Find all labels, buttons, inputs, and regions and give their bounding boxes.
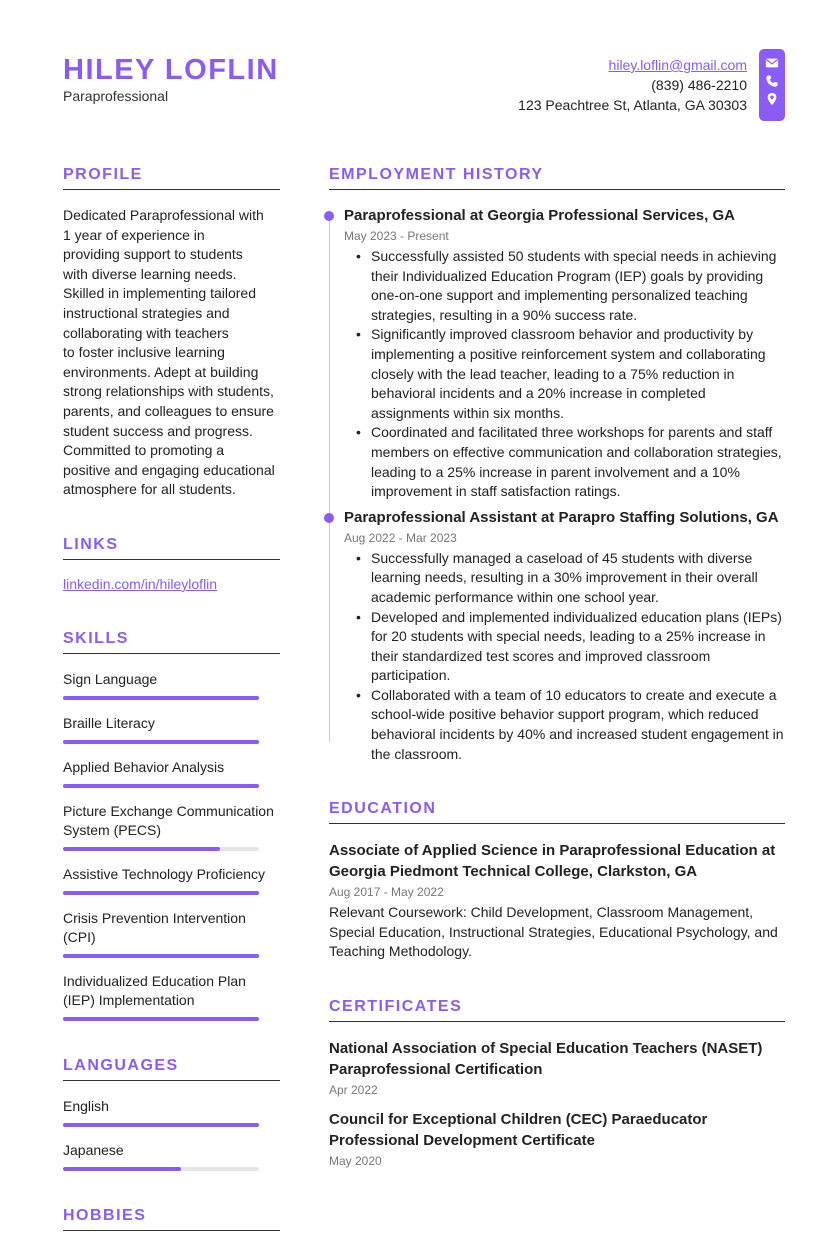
language-item bbox=[63, 1097, 280, 1127]
skill-name: Assistive Technology Proficiency bbox=[63, 865, 266, 882]
profile-line: positive and engaging educational bbox=[63, 461, 275, 478]
skill-item bbox=[63, 865, 280, 895]
skill-name: Sign Language bbox=[63, 670, 158, 687]
job-title: Paraprofessional bbox=[63, 88, 169, 104]
profile-line: Dedicated Paraprofessional with bbox=[63, 207, 264, 223]
profile-heading: PROFILE bbox=[63, 166, 280, 190]
profile-line: student success and progress. bbox=[63, 422, 253, 439]
certificate-title: Council for Exceptional Children (CEC) Paraeducator Professional Development Certificate bbox=[329, 1111, 708, 1150]
certificate-item bbox=[329, 1038, 785, 1099]
certificate-date: May 2020 bbox=[329, 1154, 382, 1169]
skill-item bbox=[63, 670, 280, 700]
certificate-item bbox=[329, 1109, 785, 1170]
phone-number: (839) 486-2210 bbox=[651, 77, 747, 93]
skill-item bbox=[63, 758, 280, 788]
profile-text bbox=[63, 206, 280, 500]
contact-icon-bar bbox=[759, 49, 785, 121]
job-dates: Aug 2022 - Mar 2023 bbox=[344, 530, 457, 545]
job-title: Paraprofessional Assistant at Parapro Staffing Solutions, GA bbox=[344, 508, 779, 526]
profile-line: with diverse learning needs. bbox=[63, 265, 237, 282]
profile-line: providing support to students bbox=[63, 246, 243, 263]
job-bullet: • Successfully managed a caseload of 45 students with diverse learning needs, resulting in a 30% improvement in their overall academic performance within one school year. bbox=[344, 549, 785, 608]
skill-level-fill bbox=[63, 740, 259, 744]
job-bullets bbox=[344, 247, 785, 502]
profile-line: environments. Adept at building bbox=[63, 363, 259, 380]
profile-line: parents, and colleagues to ensure bbox=[63, 402, 274, 419]
education-title: Associate of Applied Science in Paraprofessional Education at Georgia Piedmont Technical College, Clarkston, GA bbox=[329, 842, 776, 881]
links-heading: LINKS bbox=[63, 536, 280, 560]
language-level-fill bbox=[63, 1167, 181, 1171]
language-level-bar bbox=[63, 1167, 259, 1171]
hobbies-section bbox=[63, 1207, 280, 1231]
skill-item bbox=[63, 909, 280, 958]
skill-item bbox=[63, 802, 280, 851]
job-entry bbox=[329, 508, 785, 765]
links-section bbox=[63, 536, 280, 594]
left-column bbox=[63, 166, 280, 1247]
education-heading: EDUCATION bbox=[329, 800, 785, 824]
education-section bbox=[329, 800, 785, 962]
certificates-section bbox=[329, 998, 785, 1170]
job-bullet: • Successfully assisted 50 students with special needs in achieving their Individualized Education Program (IEP) goals by providing one-on-one support and implementing personalized teaching strategies, resulting in a 90% success rate. bbox=[344, 247, 785, 325]
skill-level-fill bbox=[63, 847, 220, 851]
profile-line: collaborating with teachers bbox=[63, 324, 229, 341]
job-bullet: • Significantly improved classroom behavior and productivity by implementing a positive reinforcement system and collaborating closely with the lead teacher, leading to a 75% reduction in behavioral incidents and a 20% increase in completed assignments within six months. bbox=[344, 325, 785, 423]
certificate-title: National Association of Special Education Teachers (NASET) Paraprofessional Certification bbox=[329, 1040, 763, 1079]
skill-level-bar bbox=[63, 784, 259, 788]
skill-name: Individualized Education Plan (IEP) Implementation bbox=[63, 972, 246, 1008]
profile-line: 1 year of experience in bbox=[63, 226, 205, 243]
skills-section bbox=[63, 630, 280, 1021]
profile-line: Skilled in implementing tailored bbox=[63, 285, 256, 302]
job-title: Paraprofessional at Georgia Professional Services, GA bbox=[344, 207, 735, 224]
candidate-name: HILEY LOFLIN bbox=[63, 54, 279, 86]
skill-name: Applied Behavior Analysis bbox=[63, 758, 225, 775]
skill-level-bar bbox=[63, 696, 259, 700]
skill-name: Braille Literacy bbox=[63, 714, 155, 731]
profile-line: instructional strategies and bbox=[63, 304, 230, 321]
language-item bbox=[63, 1141, 280, 1171]
skill-level-bar bbox=[63, 1017, 259, 1021]
skill-name: Crisis Prevention Intervention (CPI) bbox=[63, 909, 246, 945]
job-bullet: • Coordinated and facilitated three workshops for parents and staff members on effective communication and collaboration strategies, leading to a 25% increase in parent involvement and a 10% improvement in staff satisfaction ratings. bbox=[344, 423, 785, 501]
languages-section bbox=[63, 1057, 280, 1171]
skill-level-bar bbox=[63, 891, 259, 895]
languages-heading: LANGUAGES bbox=[63, 1057, 280, 1081]
skill-item bbox=[63, 714, 280, 744]
employment-section bbox=[329, 166, 785, 764]
profile-line: Committed to promoting a bbox=[63, 442, 225, 459]
contact-block bbox=[518, 55, 747, 115]
skill-level-fill bbox=[63, 954, 259, 958]
job-bullets bbox=[344, 549, 785, 765]
skills-heading: SKILLS bbox=[63, 630, 280, 654]
phone-icon bbox=[765, 74, 779, 88]
envelope-icon bbox=[765, 56, 779, 70]
employment-timeline bbox=[329, 206, 785, 764]
skill-level-fill bbox=[63, 696, 259, 700]
profile-line: strong relationships with students, bbox=[63, 383, 274, 400]
hobbies-heading: HOBBIES bbox=[63, 1207, 280, 1231]
education-description: Relevant Coursework: Child Development, Classroom Management, Special Education, Instructional Strategies, Educational Psychology, and Teaching Methodology. bbox=[329, 904, 778, 960]
language-name: Japanese bbox=[63, 1141, 124, 1158]
language-level-fill bbox=[63, 1123, 259, 1127]
language-name: English bbox=[63, 1097, 109, 1114]
profile-line: atmosphere for all students. bbox=[63, 481, 236, 498]
education-dates: Aug 2017 - May 2022 bbox=[329, 885, 444, 900]
timeline-dot bbox=[324, 513, 334, 523]
profile-section bbox=[63, 166, 280, 500]
employment-heading: EMPLOYMENT HISTORY bbox=[329, 166, 785, 190]
email-link[interactable]: hiley.loflin@gmail.com bbox=[608, 57, 747, 73]
right-column bbox=[329, 166, 785, 1170]
skill-level-bar bbox=[63, 847, 259, 851]
job-bullet: • Collaborated with a team of 10 educators to create and execute a school-wide positive behavior support program, which reduced behavioral incidents by 40% and increased student engagement in the classroom. bbox=[344, 686, 785, 764]
skill-level-bar bbox=[63, 954, 259, 958]
certificate-date: Apr 2022 bbox=[329, 1083, 378, 1098]
skill-level-bar bbox=[63, 740, 259, 744]
timeline-dot bbox=[324, 211, 334, 221]
skill-level-fill bbox=[63, 784, 259, 788]
skill-name: Picture Exchange Communication System (PECS) bbox=[63, 802, 274, 838]
profile-line: to foster inclusive learning bbox=[63, 344, 225, 361]
job-bullet: • Developed and implemented individualized education plans (IEPs) for 20 students with special needs, leading to a 25% increase in their standardized test scores and improved classroom participation. bbox=[344, 608, 785, 686]
location-pin-icon bbox=[765, 92, 779, 106]
skill-level-fill bbox=[63, 891, 259, 895]
job-dates: May 2023 - Present bbox=[344, 229, 449, 243]
skill-item bbox=[63, 972, 280, 1021]
address: 123 Peachtree St, Atlanta, GA 30303 bbox=[518, 97, 747, 113]
skill-level-fill bbox=[63, 1017, 259, 1021]
language-level-bar bbox=[63, 1123, 259, 1127]
certificates-heading: CERTIFICATES bbox=[329, 998, 785, 1022]
linkedin-link[interactable]: linkedin.com/in/hileyloflin bbox=[63, 575, 218, 592]
job-entry bbox=[329, 206, 785, 502]
